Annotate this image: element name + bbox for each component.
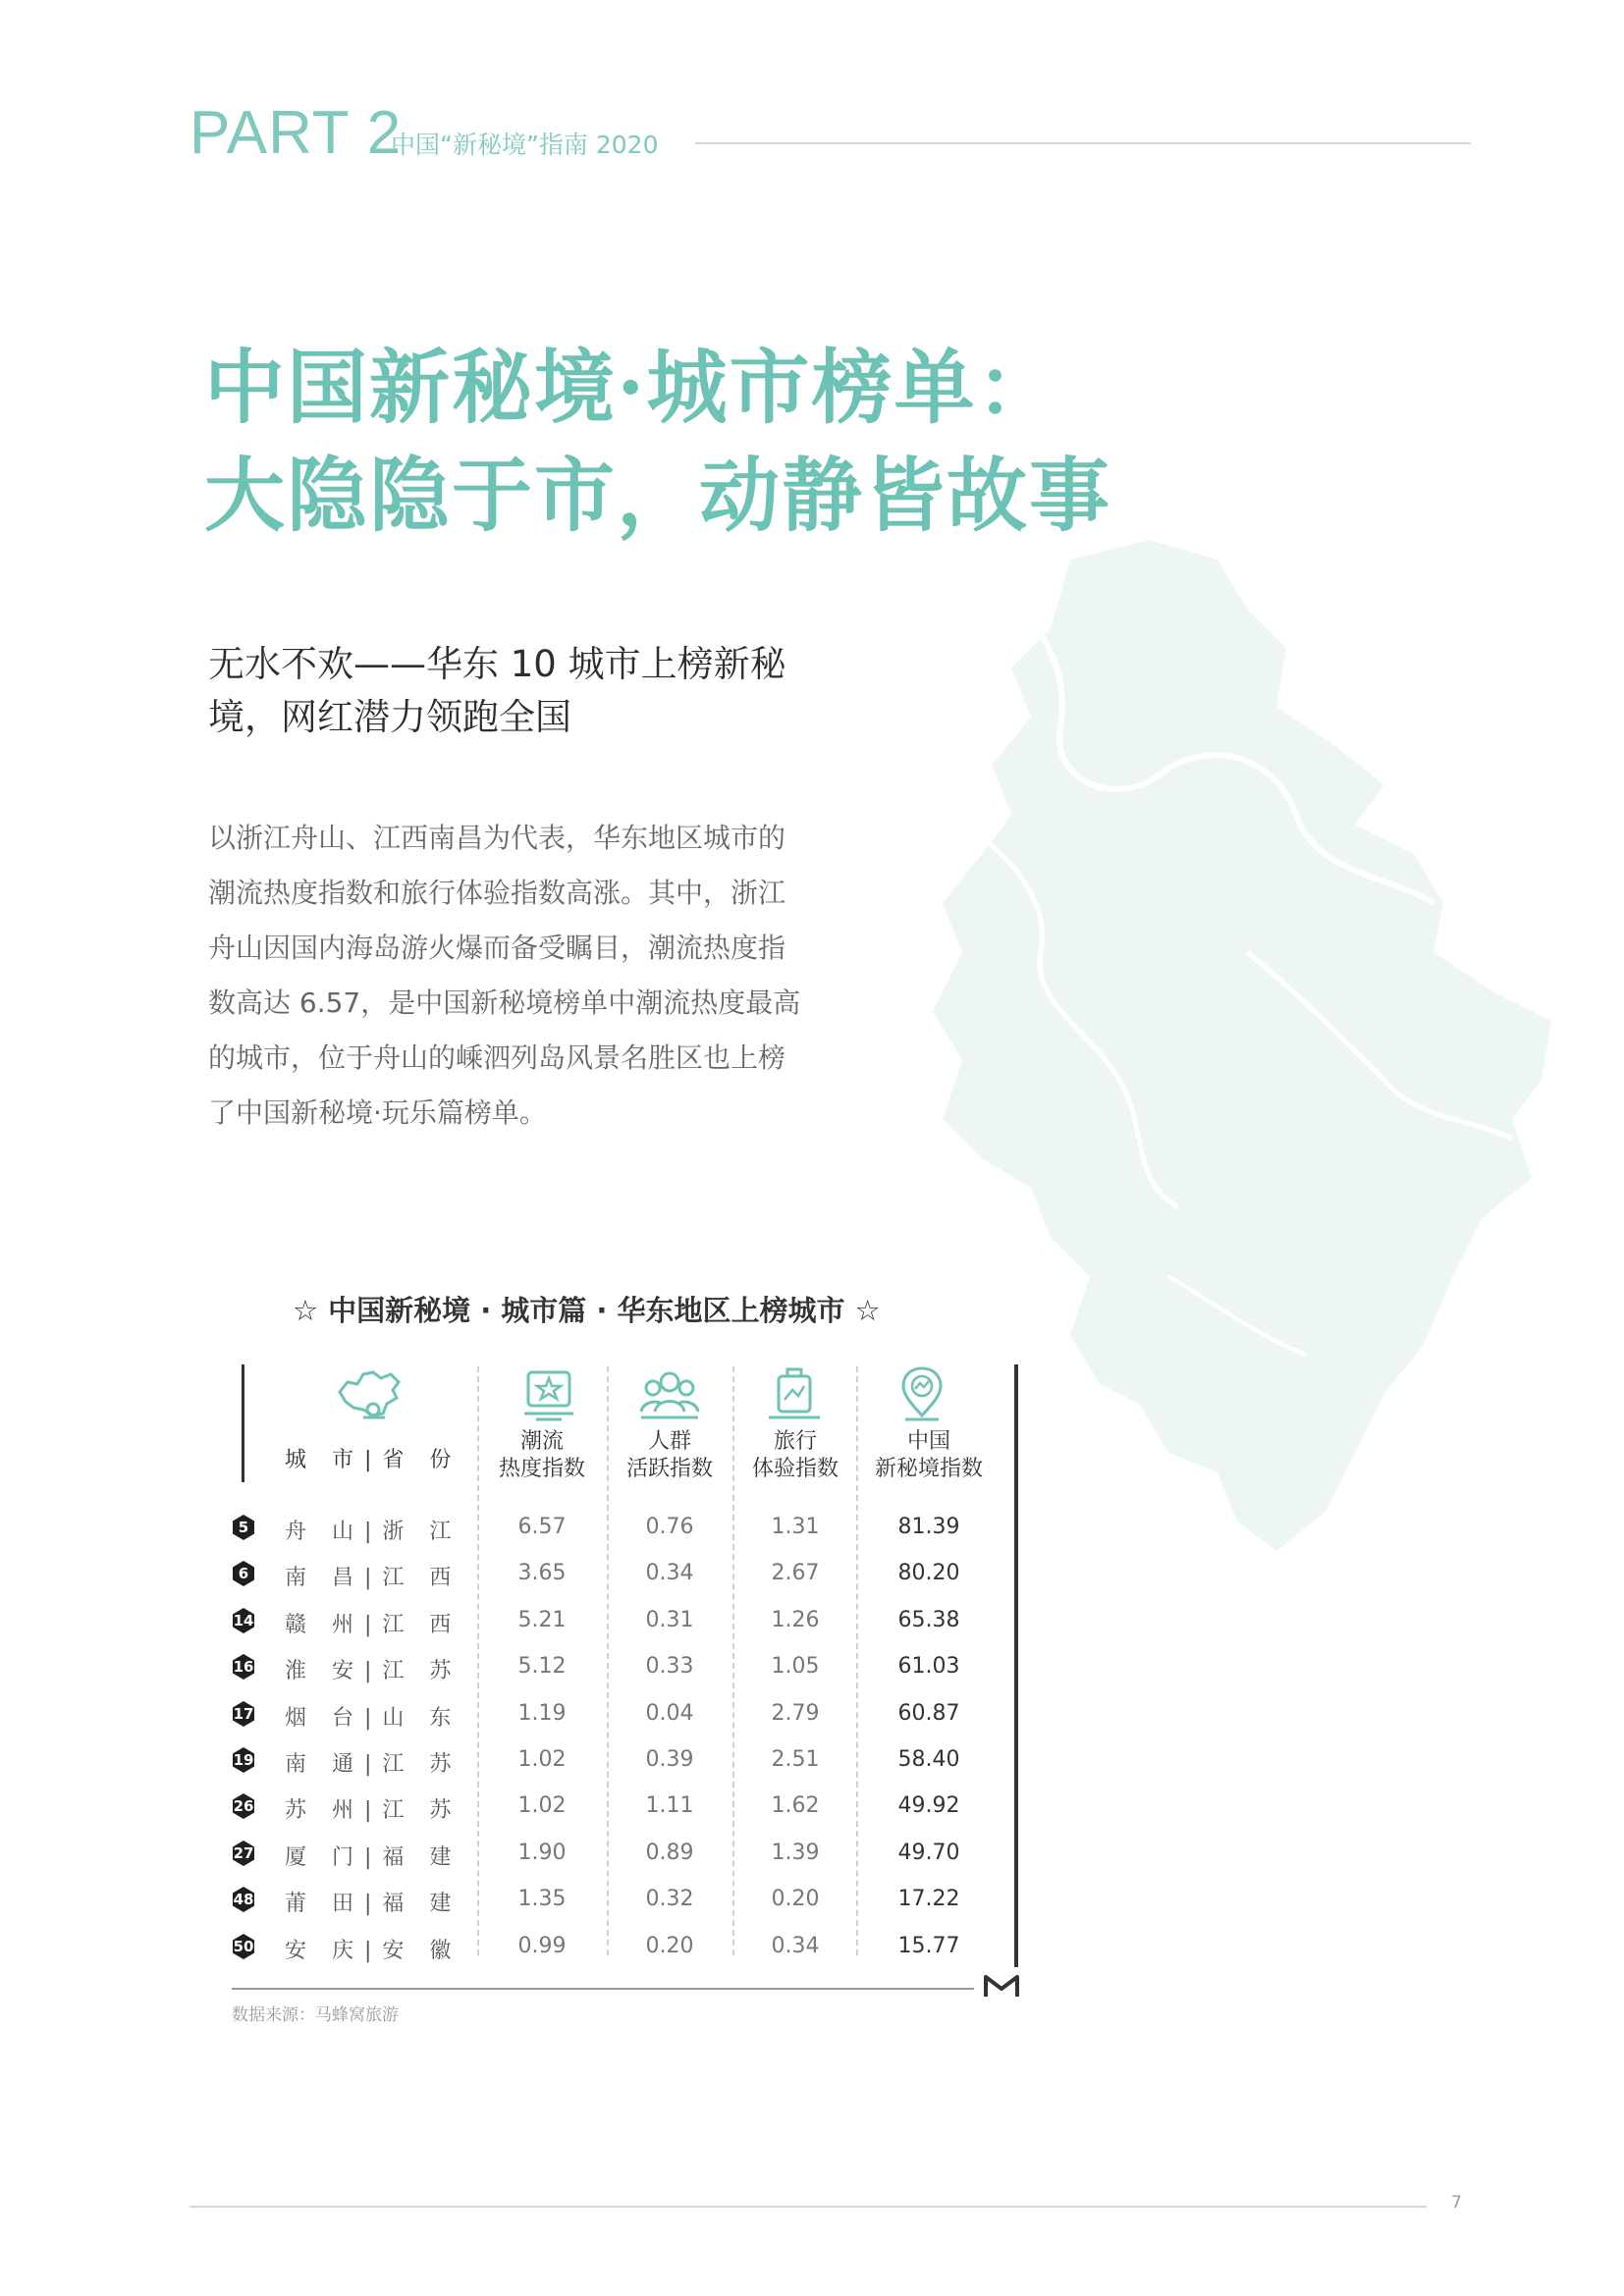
rank-number: 17 <box>233 1704 254 1723</box>
rank-number: 50 <box>233 1937 254 1955</box>
trend-index: 5.21 <box>517 1607 567 1632</box>
crowd-index: 0.32 <box>645 1887 694 1912</box>
source-divider <box>232 1988 974 1990</box>
header-divider <box>695 142 1471 144</box>
east-china-map-illustration <box>923 530 1571 1571</box>
paragraph-line: 数高达 6.57，是中国新秘境榜单中潮流热度最高 <box>208 987 801 1019</box>
city-province: 南 通 | 江 苏 <box>285 1752 454 1777</box>
table-row <box>0 1886 1624 1925</box>
new-secret-index: 60.87 <box>897 1700 960 1726</box>
city-province: 舟 山 | 浙 江 <box>285 1520 454 1544</box>
trend-index: 1.35 <box>517 1887 567 1912</box>
crowd-index: 0.89 <box>645 1840 694 1865</box>
new-secret-index: 80.20 <box>897 1561 960 1586</box>
column-header-trend: 潮流 热度指数 <box>498 1429 585 1481</box>
trend-index: 1.02 <box>517 1747 567 1772</box>
trend-index: 1.19 <box>517 1700 567 1726</box>
trend-index: 5.12 <box>517 1654 567 1680</box>
paragraph-line: 的城市，位于舟山的嵊泗列岛风景名胜区也上榜 <box>208 1041 786 1074</box>
travel-index: 1.39 <box>771 1840 820 1865</box>
column-header-total: 中国 新秘境指数 <box>874 1429 983 1481</box>
table-row <box>0 1792 1624 1832</box>
travel-index: 1.62 <box>771 1793 820 1819</box>
city-province: 烟 台 | 山 东 <box>285 1705 454 1731</box>
table-row <box>0 1514 1624 1553</box>
table-title: ☆ 中国新秘境 · 城市篇 · 华东地区上榜城市 ☆ <box>293 1294 881 1327</box>
new-secret-index: 49.70 <box>897 1840 960 1865</box>
crowd-index: 0.04 <box>645 1700 694 1726</box>
new-secret-index: 65.38 <box>897 1607 960 1632</box>
header-subtitle: 中国“新秘境”指南 2020 <box>391 131 659 159</box>
luggage-icon <box>759 1364 828 1423</box>
city-province: 苏 州 | 江 苏 <box>285 1798 454 1824</box>
paragraph-line: 潮流热度指数和旅行体验指数高涨。其中，浙江 <box>208 877 786 909</box>
crowd-icon <box>635 1364 704 1423</box>
trend-index: 1.90 <box>517 1840 567 1865</box>
data-source: 数据来源：马蜂窝旅游 <box>232 2005 399 2025</box>
paragraph-line: 了中国新秘境·玩乐篇榜单。 <box>208 1096 547 1129</box>
rank-number: 5 <box>238 1519 249 1536</box>
city-province: 淮 安 | 江 苏 <box>285 1659 454 1684</box>
city-province: 厦 门 | 福 建 <box>285 1844 454 1870</box>
travel-index: 1.26 <box>771 1607 820 1632</box>
part-label: PART 2 <box>189 99 403 167</box>
rank-badge <box>230 1840 257 1867</box>
rank-badge <box>230 1792 257 1820</box>
table-row <box>0 1746 1624 1786</box>
table-row <box>0 1653 1624 1692</box>
china-map-icon <box>334 1364 406 1421</box>
rank-badge <box>230 1746 257 1774</box>
column-header-city: 城 市 | 省 份 <box>285 1448 454 1472</box>
rank-badge <box>230 1886 257 1913</box>
page-number: 7 <box>1451 2193 1462 2213</box>
rank-number: 48 <box>233 1891 254 1909</box>
table-row <box>0 1560 1624 1599</box>
table-row <box>0 1607 1624 1646</box>
rank-number: 6 <box>238 1565 249 1583</box>
section-subtitle-line1: 无水不欢——华东 10 城市上榜新秘 <box>208 643 786 685</box>
section-subtitle-line2: 境，网红潜力领跑全国 <box>208 696 571 738</box>
trend-index: 1.02 <box>517 1793 567 1819</box>
new-secret-index: 81.39 <box>897 1515 960 1539</box>
table-left-bar <box>242 1364 244 1482</box>
city-province: 莆 田 | 福 建 <box>285 1892 454 1917</box>
crowd-index: 0.31 <box>645 1607 694 1632</box>
crowd-index: 0.39 <box>645 1747 694 1772</box>
new-secret-index: 49.92 <box>897 1793 960 1819</box>
rank-badge <box>230 1514 257 1541</box>
new-secret-index: 15.77 <box>897 1933 960 1958</box>
travel-index: 1.05 <box>771 1654 820 1680</box>
rank-badge <box>230 1933 257 1960</box>
trend-index: 6.57 <box>517 1515 567 1539</box>
paragraph-line: 以浙江舟山、江西南昌为代表，华东地区城市的 <box>208 822 786 854</box>
mafengwo-logo-icon <box>982 1971 1021 2002</box>
travel-index: 2.67 <box>771 1561 820 1586</box>
column-header-crowd: 人群 活跃指数 <box>625 1429 713 1481</box>
crowd-index: 0.76 <box>645 1515 694 1539</box>
city-province: 安 庆 | 安 徽 <box>285 1938 454 1963</box>
table-row <box>0 1933 1624 1972</box>
new-secret-index: 61.03 <box>897 1654 960 1680</box>
rank-number: 26 <box>233 1797 254 1816</box>
city-province: 南 昌 | 江 西 <box>285 1566 454 1591</box>
paragraph-line: 舟山因国内海岛游火爆而备受瞩目，潮流热度指 <box>208 932 786 964</box>
location-pin-trend-icon <box>888 1364 956 1423</box>
travel-index: 1.31 <box>771 1515 820 1539</box>
travel-index: 0.20 <box>771 1887 820 1912</box>
travel-index: 0.34 <box>771 1933 820 1958</box>
rank-badge <box>230 1653 257 1681</box>
trend-star-icon <box>514 1364 583 1423</box>
body-paragraph <box>208 811 876 1141</box>
rank-badge <box>230 1700 257 1728</box>
travel-index: 2.79 <box>771 1700 820 1726</box>
crowd-index: 0.34 <box>645 1561 694 1586</box>
crowd-index: 1.11 <box>645 1793 694 1819</box>
main-title-line1: 中国新秘境·城市榜单： <box>204 341 1059 435</box>
travel-index: 2.51 <box>771 1747 820 1772</box>
crowd-index: 0.20 <box>645 1933 694 1958</box>
column-header-travel: 旅行 体验指数 <box>751 1429 839 1481</box>
rank-number: 27 <box>233 1843 254 1862</box>
rank-badge <box>230 1560 257 1587</box>
new-secret-index: 17.22 <box>897 1887 960 1912</box>
table-row <box>0 1840 1624 1879</box>
rank-badge <box>230 1607 257 1634</box>
rank-number: 16 <box>233 1658 254 1677</box>
rank-number: 14 <box>233 1611 254 1629</box>
trend-index: 0.99 <box>517 1933 567 1958</box>
footer-divider <box>189 2206 1427 2208</box>
trend-index: 3.65 <box>517 1561 567 1586</box>
crowd-index: 0.33 <box>645 1654 694 1680</box>
rank-number: 19 <box>233 1751 254 1769</box>
table-row <box>0 1700 1624 1739</box>
main-title-line2: 大隐隐于市，动静皆故事 <box>204 449 1112 543</box>
new-secret-index: 58.40 <box>897 1747 960 1772</box>
city-province: 赣 州 | 江 西 <box>285 1612 454 1637</box>
